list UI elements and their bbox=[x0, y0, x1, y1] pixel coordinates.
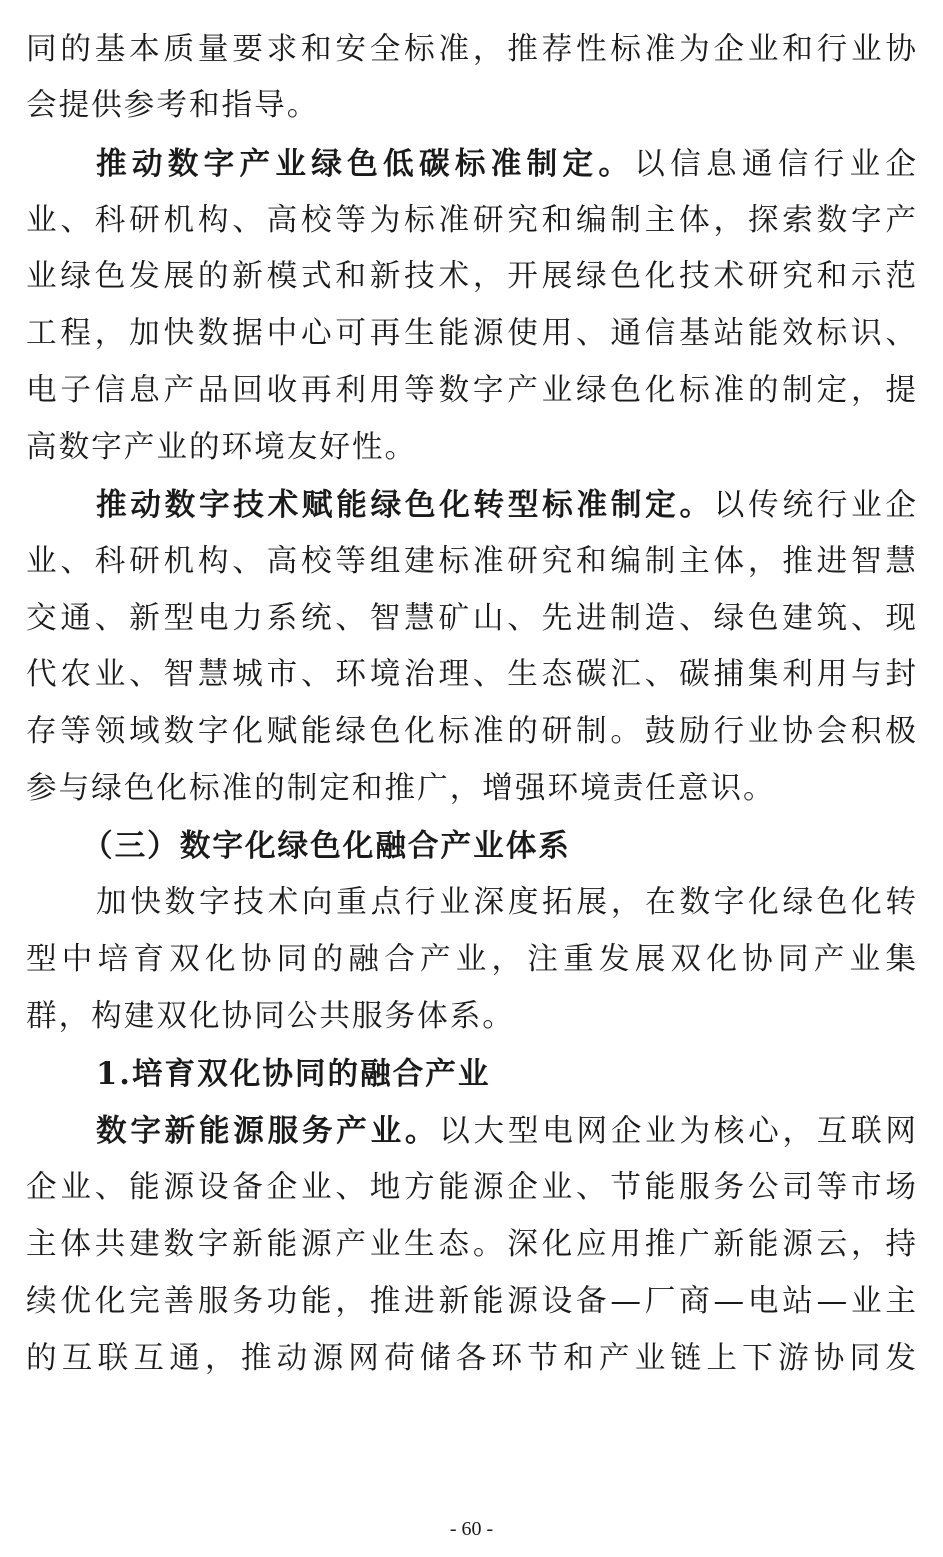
text-line: 业、科研机构、高校等组建标准研究和编制主体，推进智慧 bbox=[26, 544, 916, 579]
text-line: 型中培育双化协同的融合产业，注重发展双化协同产业集 bbox=[26, 942, 916, 977]
text-line: 高数字产业的环境友好性。 bbox=[26, 430, 418, 465]
text-line: 续优化完善服务功能，推进新能源设备—厂商—电站—业主 bbox=[26, 1284, 916, 1319]
text-line: 企业、能源设备企业、地方能源企业、节能服务公司等市场 bbox=[26, 1170, 916, 1205]
text-run: 以大型电网企业为核心，互联网 bbox=[439, 1114, 917, 1149]
sub-heading: 1.培育双化协同的融合产业 bbox=[96, 1056, 491, 1092]
page-number: - 60 - bbox=[449, 1518, 494, 1540]
bold-lead: 推动数字产业绿色低碳标准制定。 bbox=[96, 146, 635, 182]
paragraph-first-line bbox=[96, 142, 916, 187]
paragraph-first-line bbox=[96, 1109, 916, 1154]
text-line: 存等领域数字化赋能绿色化标准的研制。鼓励行业协会积极 bbox=[26, 714, 916, 749]
text-line: 同的基本质量要求和安全标准，推荐性标准为企业和行业协 bbox=[26, 32, 916, 67]
text-line: 的互联互通，推动源网荷储各环节和产业链上下游协同发 bbox=[26, 1341, 916, 1376]
text-run: 以信息通信行业企 bbox=[634, 147, 917, 182]
text-line: 代农业、智慧城市、环境治理、生态碳汇、碳捕集利用与封 bbox=[26, 657, 916, 692]
paragraph-first-line bbox=[96, 483, 916, 528]
text-run: 以传统行业企 bbox=[713, 488, 917, 523]
text-line: 业绿色发展的新模式和新技术，开展绿色化技术研究和示范 bbox=[26, 259, 916, 294]
text-line: 电子信息产品回收再利用等数字产业绿色化标准的制定，提 bbox=[26, 373, 916, 408]
section-heading: （三）数字化绿色化融合产业体系 bbox=[82, 828, 571, 864]
text-line: 工程，加快数据中心可再生能源使用、通信基站能效标识、 bbox=[26, 316, 916, 351]
paragraph-first-line: 加快数字技术向重点行业深度拓展，在数字化绿色化转 bbox=[96, 885, 916, 920]
text-line: 业、科研机构、高校等为标准研究和编制主体，探索数字产 bbox=[26, 203, 916, 238]
text-line: 参与绿色化标准的制定和推广，增强环境责任意识。 bbox=[26, 771, 776, 806]
text-line: 交通、新型电力系统、智慧矿山、先进制造、绿色建筑、现 bbox=[26, 601, 916, 636]
bold-lead: 推动数字技术赋能绿色化转型标准制定。 bbox=[96, 487, 714, 523]
bold-lead: 数字新能源服务产业。 bbox=[96, 1113, 440, 1149]
text-line: 群，构建双化协同公共服务体系。 bbox=[26, 999, 515, 1034]
text-line: 主体共建数字新能源产业生态。深化应用推广新能源云，持 bbox=[26, 1227, 916, 1262]
text-line: 会提供参考和指导。 bbox=[26, 88, 320, 123]
